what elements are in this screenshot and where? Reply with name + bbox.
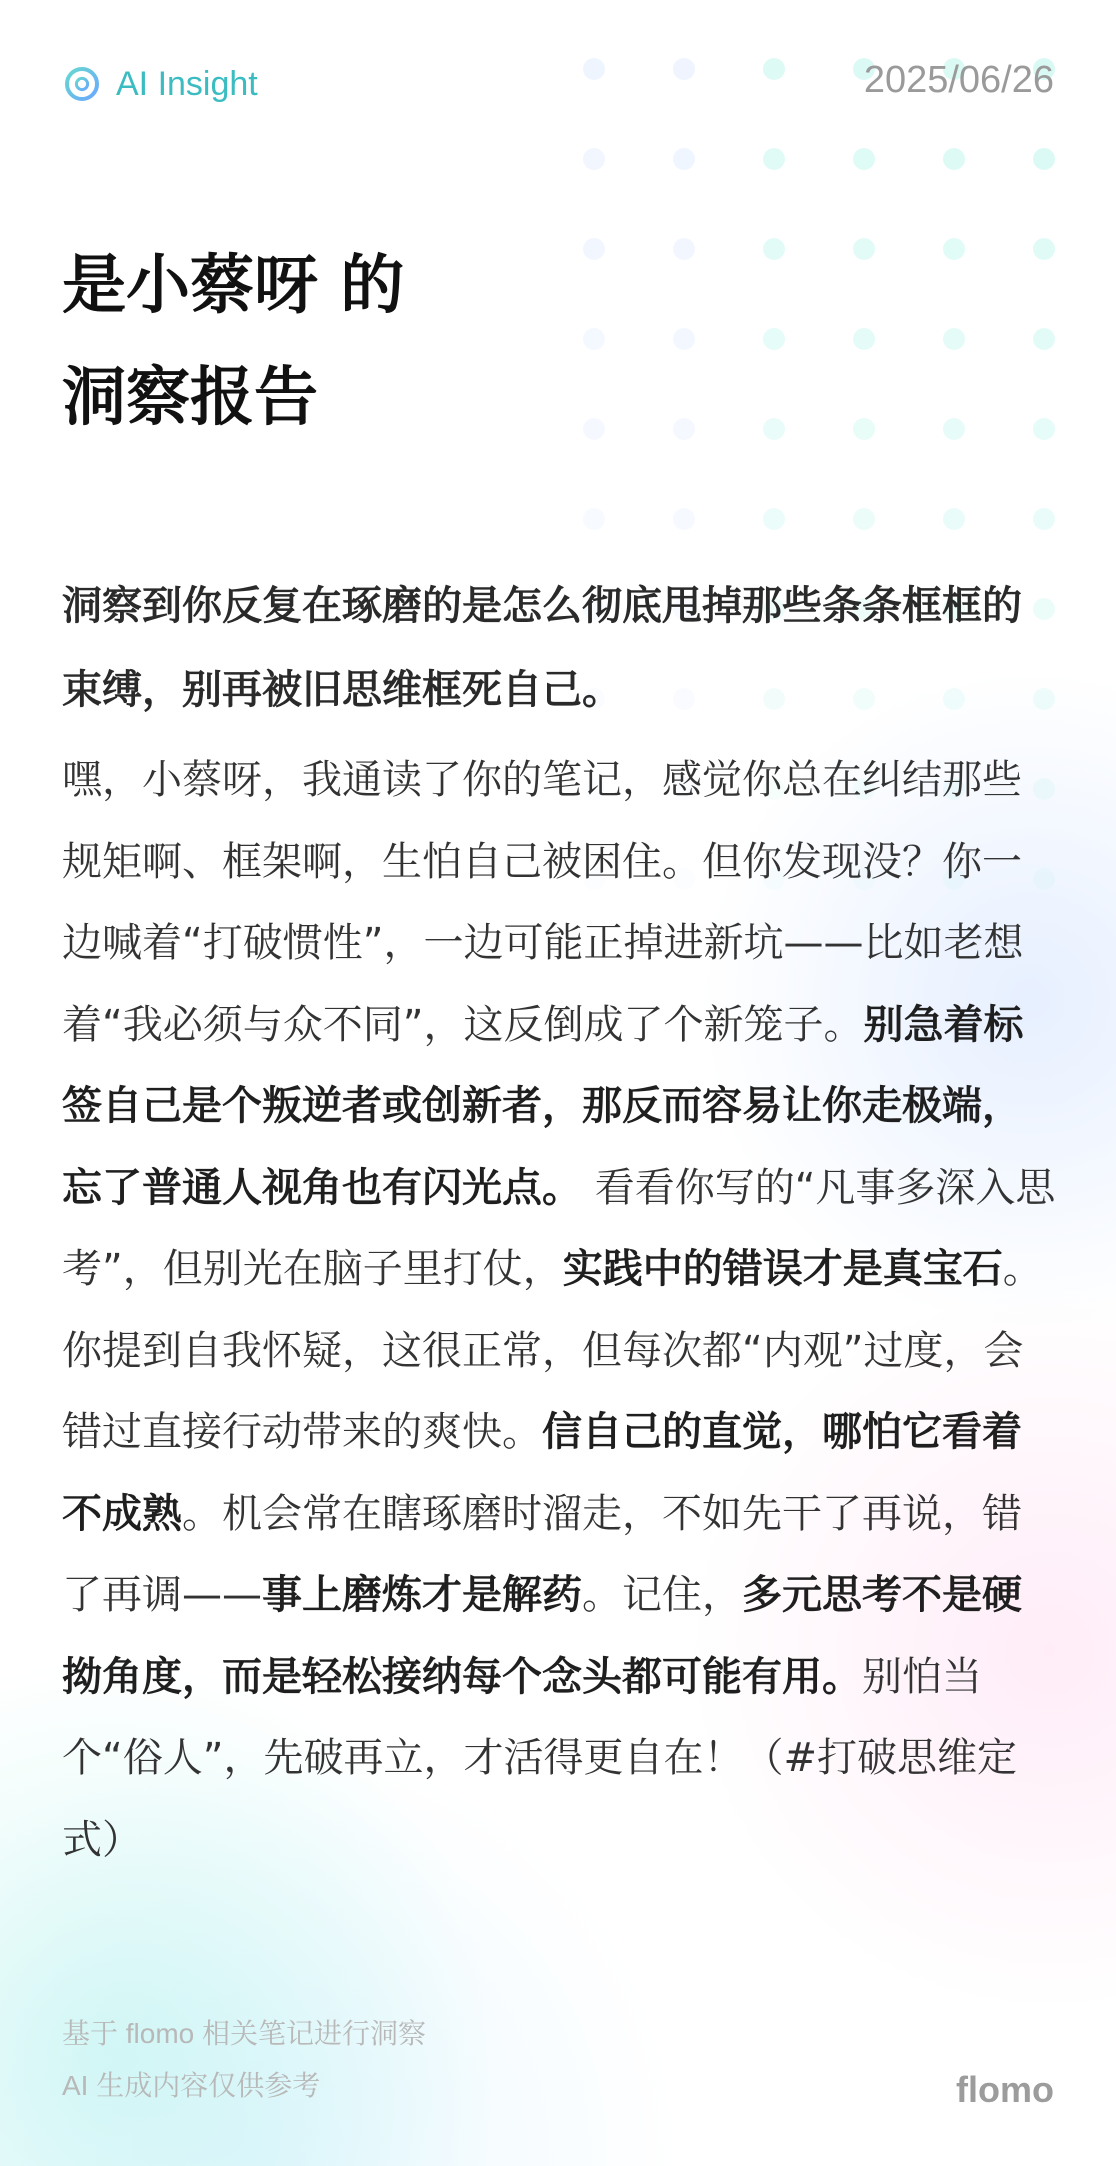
body-emphasis-1: 别急着标签自己是个叛逆者或创新者，那反而容易让你走极端，忘了普通人视角也有闪光点。 [62, 1001, 1024, 1211]
background-dot [1033, 238, 1055, 260]
background-dot [1033, 508, 1055, 530]
background-dot [853, 508, 875, 530]
lead-summary: 洞察到你反复在琢磨的是怎么彻底甩掉那些条条框框的束缚，别再被旧思维框死自己。 [62, 583, 1022, 713]
footer-note-disclaimer: AI 生成内容仅供参考 [62, 2070, 321, 2101]
body-emphasis-2: 实践中的错误才是真宝石 [562, 1246, 1003, 1292]
body-emphasis-3: 信自己的直觉，哪怕它看着不成熟 [62, 1409, 1022, 1537]
background-dot [763, 418, 785, 440]
background-dot [853, 418, 875, 440]
page-title [62, 230, 622, 454]
ai-insight-ring-icon [62, 64, 102, 104]
background-dot [583, 508, 605, 530]
brand-name: AI Insight [116, 65, 258, 103]
background-dot [673, 58, 695, 80]
background-dot [943, 148, 965, 170]
background-dot [943, 328, 965, 350]
body-emphasis-4: 事上磨炼才是解药 [262, 1572, 582, 1618]
footer-note-source: 基于 flomo 相关笔记进行洞察 [62, 2018, 427, 2049]
body-segment-5: 。记住， [582, 1572, 742, 1618]
body-segment-4: 。机会常在瞎琢磨时溜走，不如先干了再说，错了再调—— [62, 1490, 1022, 1618]
body-segment-3: 。你提到自我怀疑，这很正常，但每次都“内观”过度，会错过直接行动带来的爽快。 [62, 1246, 1043, 1455]
background-dot [763, 508, 785, 530]
background-dot [853, 148, 875, 170]
background-dot [943, 508, 965, 530]
background-dot [763, 238, 785, 260]
background-dot [853, 328, 875, 350]
background-dot [1033, 418, 1055, 440]
flomo-wordmark: flomo [956, 2069, 1054, 2110]
body-segment-1: 嘿，小蔡呀，我通读了你的笔记，感觉你总在纠结那些规矩啊、框架啊，生怕自己被困住。但你发现没？你一边喊着“打破惯性”，一边可能正掉进新坑——比如老想着“我必须与众不同”，这反倒成了个新笼子。 [62, 757, 1024, 1048]
background-dot [763, 328, 785, 350]
report-date: 2025/06/26 [863, 59, 1054, 101]
background-dot [583, 148, 605, 170]
title-line-1: 是小蔡呀 的 [62, 249, 405, 323]
body-segment-6: 别怕当个“俗人”，先破再立，才活得更自在！（#打破思维定式） [62, 1653, 1017, 1863]
background-dot [853, 238, 875, 260]
background-dot [1033, 328, 1055, 350]
footer-notes [62, 2008, 762, 2112]
background-dot [1033, 148, 1055, 170]
background-dot [673, 508, 695, 530]
background-dot [943, 418, 965, 440]
background-dot [673, 328, 695, 350]
brand-header [62, 62, 258, 106]
background-dot [673, 418, 695, 440]
body-segment-2: 看看你写的“凡事多深入思考”，但别光在脑子里打仗， [62, 1164, 1056, 1292]
background-dot [673, 238, 695, 260]
background-dot [583, 58, 605, 80]
body-emphasis-5: 多元思考不是硬拗角度，而是轻松接纳每个念头都可能有用。 [62, 1572, 1022, 1700]
background-dot [943, 238, 965, 260]
background-dot [763, 58, 785, 80]
background-dot [673, 148, 695, 170]
background-dot [763, 148, 785, 170]
report-content [62, 564, 1056, 1881]
insight-body [62, 740, 1056, 1881]
title-line-2: 洞察报告 [62, 361, 318, 435]
